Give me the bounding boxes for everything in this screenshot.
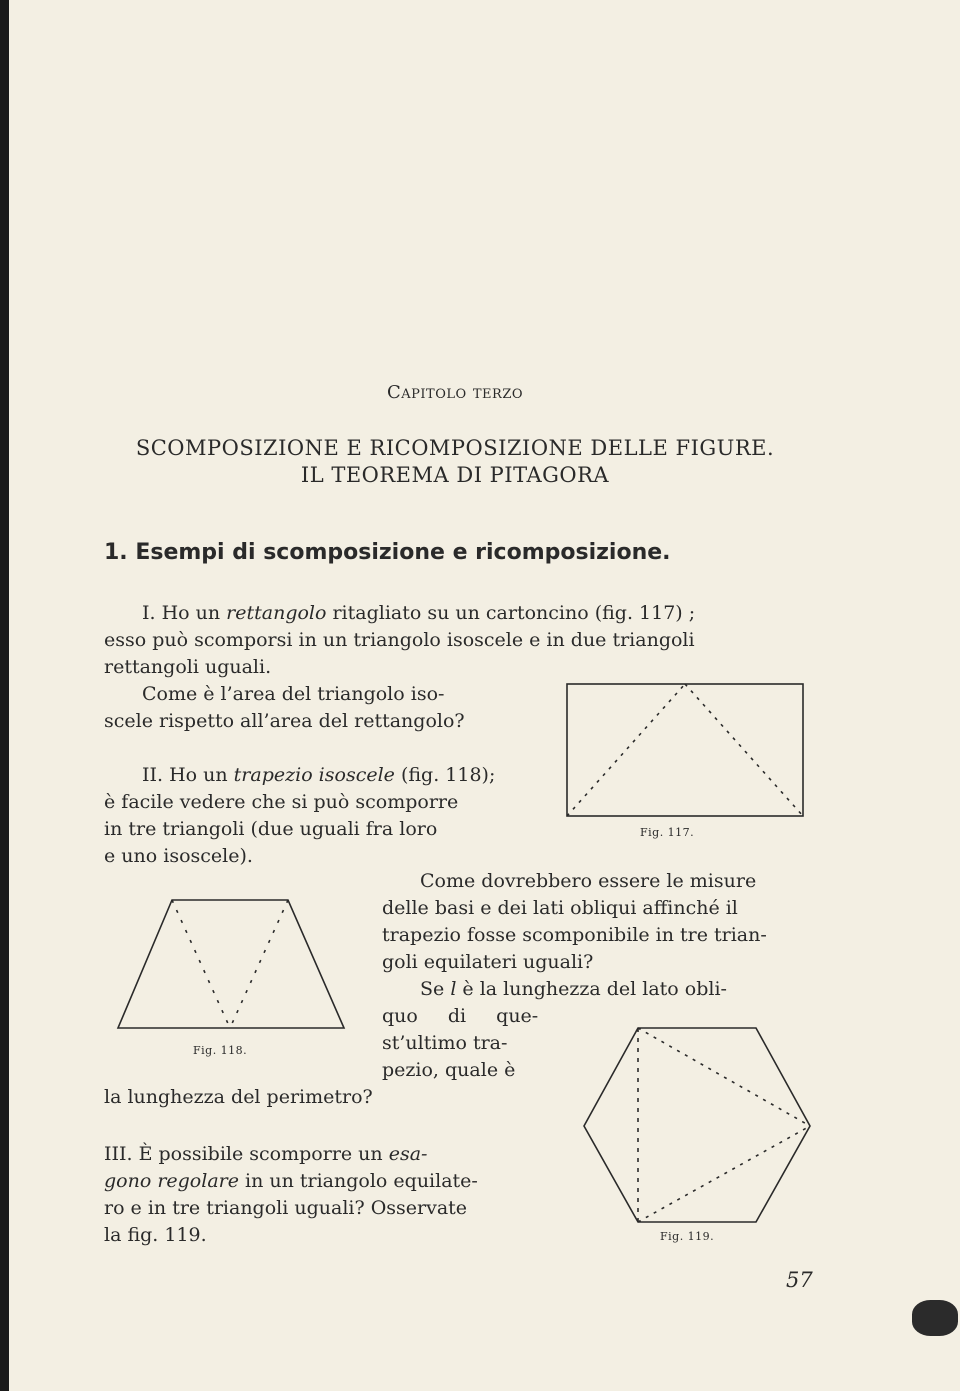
- ink-stain: [912, 1300, 958, 1336]
- para1-line-2: esso può scomporsi in un triangolo isoscele e in due triangoli: [104, 629, 695, 651]
- para2-line-3: in tre triangoli (due uguali fra loro: [104, 818, 438, 840]
- chapter-title-line-2: IL TEOREMA DI PITAGORA: [300, 463, 610, 487]
- para2-text-a-end: (fig. 118);: [394, 764, 496, 786]
- para2-line-6: delle basi e dei lati obliqui affinché il: [382, 897, 738, 919]
- para2-emphasis: trapezio isoscele: [233, 764, 395, 786]
- para2-line-7: trapezio fosse scomponibile in tre trian-: [382, 924, 767, 946]
- para1-text-a-end: ritagliato su un cartoncino (fig. 117) ;: [326, 602, 696, 624]
- page-edge-shadow: [0, 0, 9, 1391]
- para2-line-12: pezio, quale è: [382, 1059, 516, 1081]
- para2-text-i-end: è la lunghezza del lato obli-: [456, 978, 727, 1000]
- figure-119-hexagon: [580, 1020, 816, 1230]
- para1-text-a: I. Ho un: [142, 602, 227, 624]
- para2-emphasis-l: l: [450, 978, 457, 1000]
- para2-text-a: II. Ho un: [142, 764, 234, 786]
- para2-line-4: e uno isoscele).: [104, 845, 253, 867]
- para1-emphasis: rettangolo: [226, 602, 327, 624]
- para3-text-b-end: in un triangolo equilate-: [238, 1170, 478, 1192]
- figure-118-caption: Fig. 118.: [193, 1044, 248, 1057]
- figure-118-trapezoid: [112, 892, 352, 1038]
- para2-line-10: quo di que-: [382, 1005, 539, 1027]
- chapter-heading: [0, 382, 910, 403]
- para3-emphasis-b: gono regolare: [104, 1170, 239, 1192]
- para2-line-13: la lunghezza del perimetro?: [104, 1086, 373, 1108]
- para2-line-11: st’ultimo tra-: [382, 1032, 508, 1054]
- page-number: 57: [786, 1268, 813, 1292]
- figure-117-rectangle: [560, 676, 810, 826]
- para2-line-5: Come dovrebbero essere le misure: [420, 870, 757, 892]
- para2-line-9: [420, 976, 727, 1003]
- para1-line-3: rettangoli uguali.: [104, 656, 272, 678]
- para1-line-1: [142, 600, 695, 627]
- para1-line-4: Come è l’area del triangolo iso-: [142, 683, 445, 705]
- para3-emphasis-a: esa-: [388, 1143, 428, 1165]
- para2-line-2: è facile vedere che si può scomporre: [104, 791, 459, 813]
- para2-line-8: goli equilateri uguali?: [382, 951, 594, 973]
- chapter-label: Capitolo terzo: [386, 382, 524, 403]
- para3-line-4: la fig. 119.: [104, 1224, 207, 1246]
- figure-119-caption: Fig. 119.: [660, 1230, 715, 1243]
- para3-line-2: [104, 1168, 478, 1195]
- section-heading: 1. Esempi di scomposizione e ricomposizione.: [104, 540, 671, 565]
- para3-line-1: [104, 1141, 427, 1168]
- para1-line-5: scele rispetto all’area del rettangolo?: [104, 710, 465, 732]
- chapter-title-line-1: SCOMPOSIZIONE E RICOMPOSIZIONE DELLE FIGURE.: [135, 436, 775, 460]
- para2-line-1: [142, 762, 495, 789]
- para3-line-3: ro e in tre triangoli uguali? Osservate: [104, 1197, 468, 1219]
- para3-text-a: III. È possibile scomporre un: [104, 1143, 389, 1165]
- figure-117-caption: Fig. 117.: [640, 826, 695, 839]
- para2-text-i: Se: [420, 978, 451, 1000]
